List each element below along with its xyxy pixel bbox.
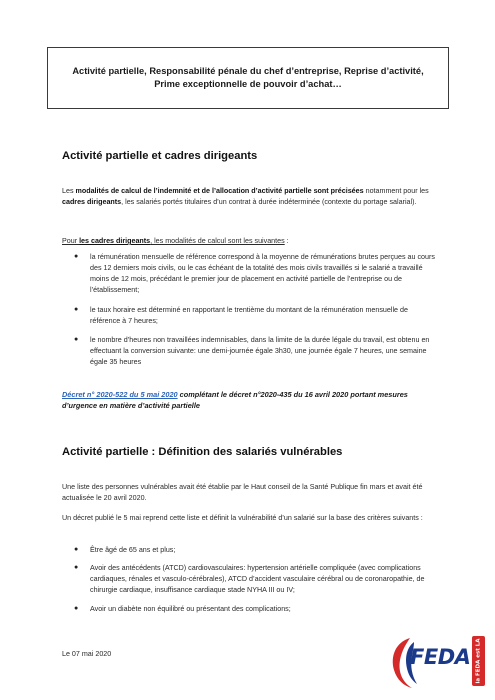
list-item: ● Avoir des antécédents (ATCD) cardiovasculaires: hypertension artérielle compliquée (avec complications cardiaques, rénales et vasculo-cérébrales), ATCD d’accident vasculaire cérébral ou de coronaropathie, de chirurgie cardiaque, insuffisance cardiaque stade NYHA III ou IV; <box>74 564 425 595</box>
bullet-icon: ● <box>74 604 79 612</box>
vulnerables-intro-paragraph: Une liste des personnes vulnérables avait été établie par le Haut conseil de la Santé Publique fin mars et avait été actualisée le 20 avril 2020. <box>62 483 423 502</box>
bullet-icon: ● <box>74 336 79 344</box>
cadres-lead-paragraph: Pour les cadres dirigeants, les modalités de calcul sont les suivantes : <box>62 237 289 245</box>
bullet-icon: ● <box>74 305 79 313</box>
bullet-icon: ● <box>74 253 79 260</box>
document-title-line-2: Prime exceptionnelle de pouvoir d’achat… <box>154 79 342 89</box>
bullet-icon: ● <box>74 546 79 553</box>
bullet-icon: ● <box>74 564 79 572</box>
list-item: ● le nombre d’heures non travaillées indemnisables, dans la limite de la durée légale du travail, est obtenu en effectuant la conversion suivante: une demi-journée égale 3h30, une journée égale 7 heures, une semaine égale 35 heures <box>74 336 430 367</box>
decree-link[interactable]: Décret n° 2020-522 du 5 mai 2020 <box>62 390 178 399</box>
section-heading-vulnerables: Activité partielle : Définition des salariés vulnérables <box>62 446 343 458</box>
document-title-line-1: Activité partielle, Responsabilité pénale du chef d’entreprise, Reprise d’activité, <box>72 66 424 77</box>
feda-logo <box>388 632 488 690</box>
intro-paragraph: Les modalités de calcul de l’indemnité et de l’allocation d’activité partielle sont précisées notamment pour les cadres dirigeants, les salariés portés titulaires d’un contrat à durée indéterminée (contexte du portage salarial). <box>62 187 429 206</box>
logo-wordmark: FEDA <box>410 645 471 669</box>
list-item: ● le taux horaire est déterminé en rapportant le trentième du montant de la rémunération mensuelle de référence à 7 heures; <box>74 305 408 325</box>
section-heading-cadres: Activité partielle et cadres dirigeants <box>62 150 258 162</box>
decree-may-paragraph: Un décret publié le 5 mai reprend cette liste et définit la vulnérabilité d’un salarié sur la base des critères suivants : <box>62 514 423 522</box>
vulnerability-criteria-list <box>62 545 438 622</box>
footer-date: Le 07 mai 2020 <box>62 650 112 658</box>
cadres-calculation-list <box>62 252 438 377</box>
list-item: ● Être âgé de 65 ans et plus; <box>74 546 176 554</box>
decree-reference: Décret n° 2020-522 du 5 mai 2020 complétant le décret n°2020-435 du 16 avril 2020 portant mesures d’urgence en matière d’activité partielle <box>62 390 408 410</box>
document-title-box <box>47 47 449 109</box>
list-item: ● Avoir un diabète non équilibré ou présentant des complications; <box>74 604 291 613</box>
list-item: ● la rémunération mensuelle de référence correspond à la moyenne de rémunérations brutes perçues au cours des 12 derniers mois civils, ou le cas échéant de la totalité des mois civils travaillés si le salarié a travaillé moins de 12 mois, précédant le premier jour de placement en activité partielle de l’entreprise ou de l’établissement; <box>74 253 435 294</box>
logo-badge: la FEDA est LA <box>472 636 485 686</box>
